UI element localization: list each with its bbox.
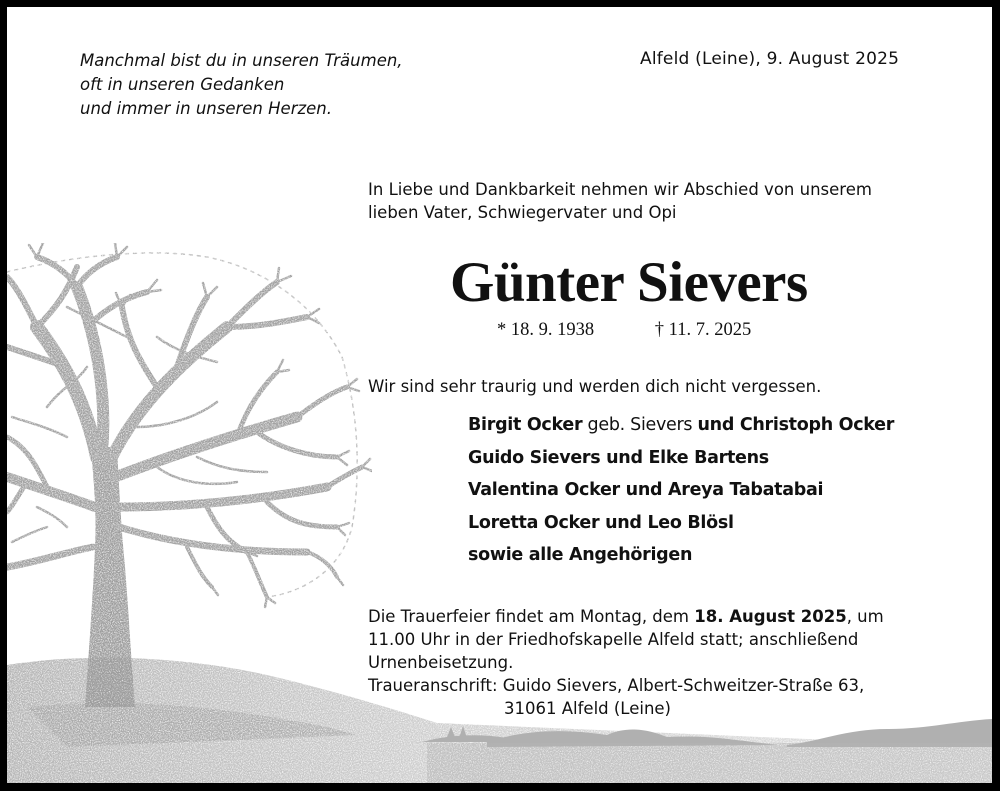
- address-line: Traueranschrift: Guido Sievers, Albert-Schweitzer-Straße 63,: [368, 676, 865, 695]
- intro-line: In Liebe und Dankbarkeit nehmen wir Abschied von unserem: [368, 180, 872, 199]
- mourner-line: Guido Sievers und Elke Bartens: [468, 447, 769, 468]
- mourner-name: Birgit Ocker: [468, 415, 583, 435]
- life-dates: [497, 320, 751, 341]
- mourner-line: sowie alle Angehörigen: [468, 545, 693, 565]
- quote-line: Manchmal bist du in unseren Träumen,: [80, 51, 403, 70]
- service-text: , um: [846, 607, 884, 626]
- mourning-address: [368, 674, 864, 720]
- mourner-name: und Christoph Ocker: [697, 415, 895, 435]
- field: [427, 743, 992, 783]
- intro-line: lieben Vater, Schwiegervater und Opi: [368, 203, 677, 222]
- mourners-list: [468, 409, 894, 572]
- tree: [7, 243, 372, 707]
- memorial-quote: [80, 49, 403, 121]
- mourner-line: Loretta Ocker und Leo Blösl: [468, 512, 734, 533]
- maiden-name: geb. Sievers: [582, 415, 698, 435]
- quote-line: und immer in unseren Herzen.: [80, 99, 332, 118]
- address-line: 31061 Alfeld (Leine): [504, 699, 671, 718]
- death-date: † 11. 7. 2025: [654, 320, 752, 340]
- funeral-service-info: [368, 605, 884, 674]
- quote-line: oft in unseren Gedanken: [80, 75, 285, 94]
- farewell-intro: [368, 178, 872, 224]
- service-date: 18. August 2025: [694, 607, 847, 626]
- service-text: Die Trauerfeier findet am Montag, dem: [368, 607, 695, 626]
- sorrow-line: Wir sind sehr traurig und werden dich nicht vergessen.: [368, 377, 822, 396]
- mourner-line: Valentina Ocker und Areya Tabatabai: [468, 480, 824, 500]
- deceased-name: Günter Sievers: [450, 251, 808, 314]
- obituary-card: [7, 7, 992, 783]
- service-line: 11.00 Uhr in der Friedhofskapelle Alfeld statt; anschließend: [368, 630, 859, 649]
- service-line: Urnenbeisetzung.: [368, 653, 514, 672]
- mourner-line: [468, 409, 894, 442]
- place-and-date: Alfeld (Leine), 9. August 2025: [640, 49, 900, 69]
- birth-date: * 18. 9. 1938: [497, 320, 595, 340]
- service-line: [368, 605, 884, 628]
